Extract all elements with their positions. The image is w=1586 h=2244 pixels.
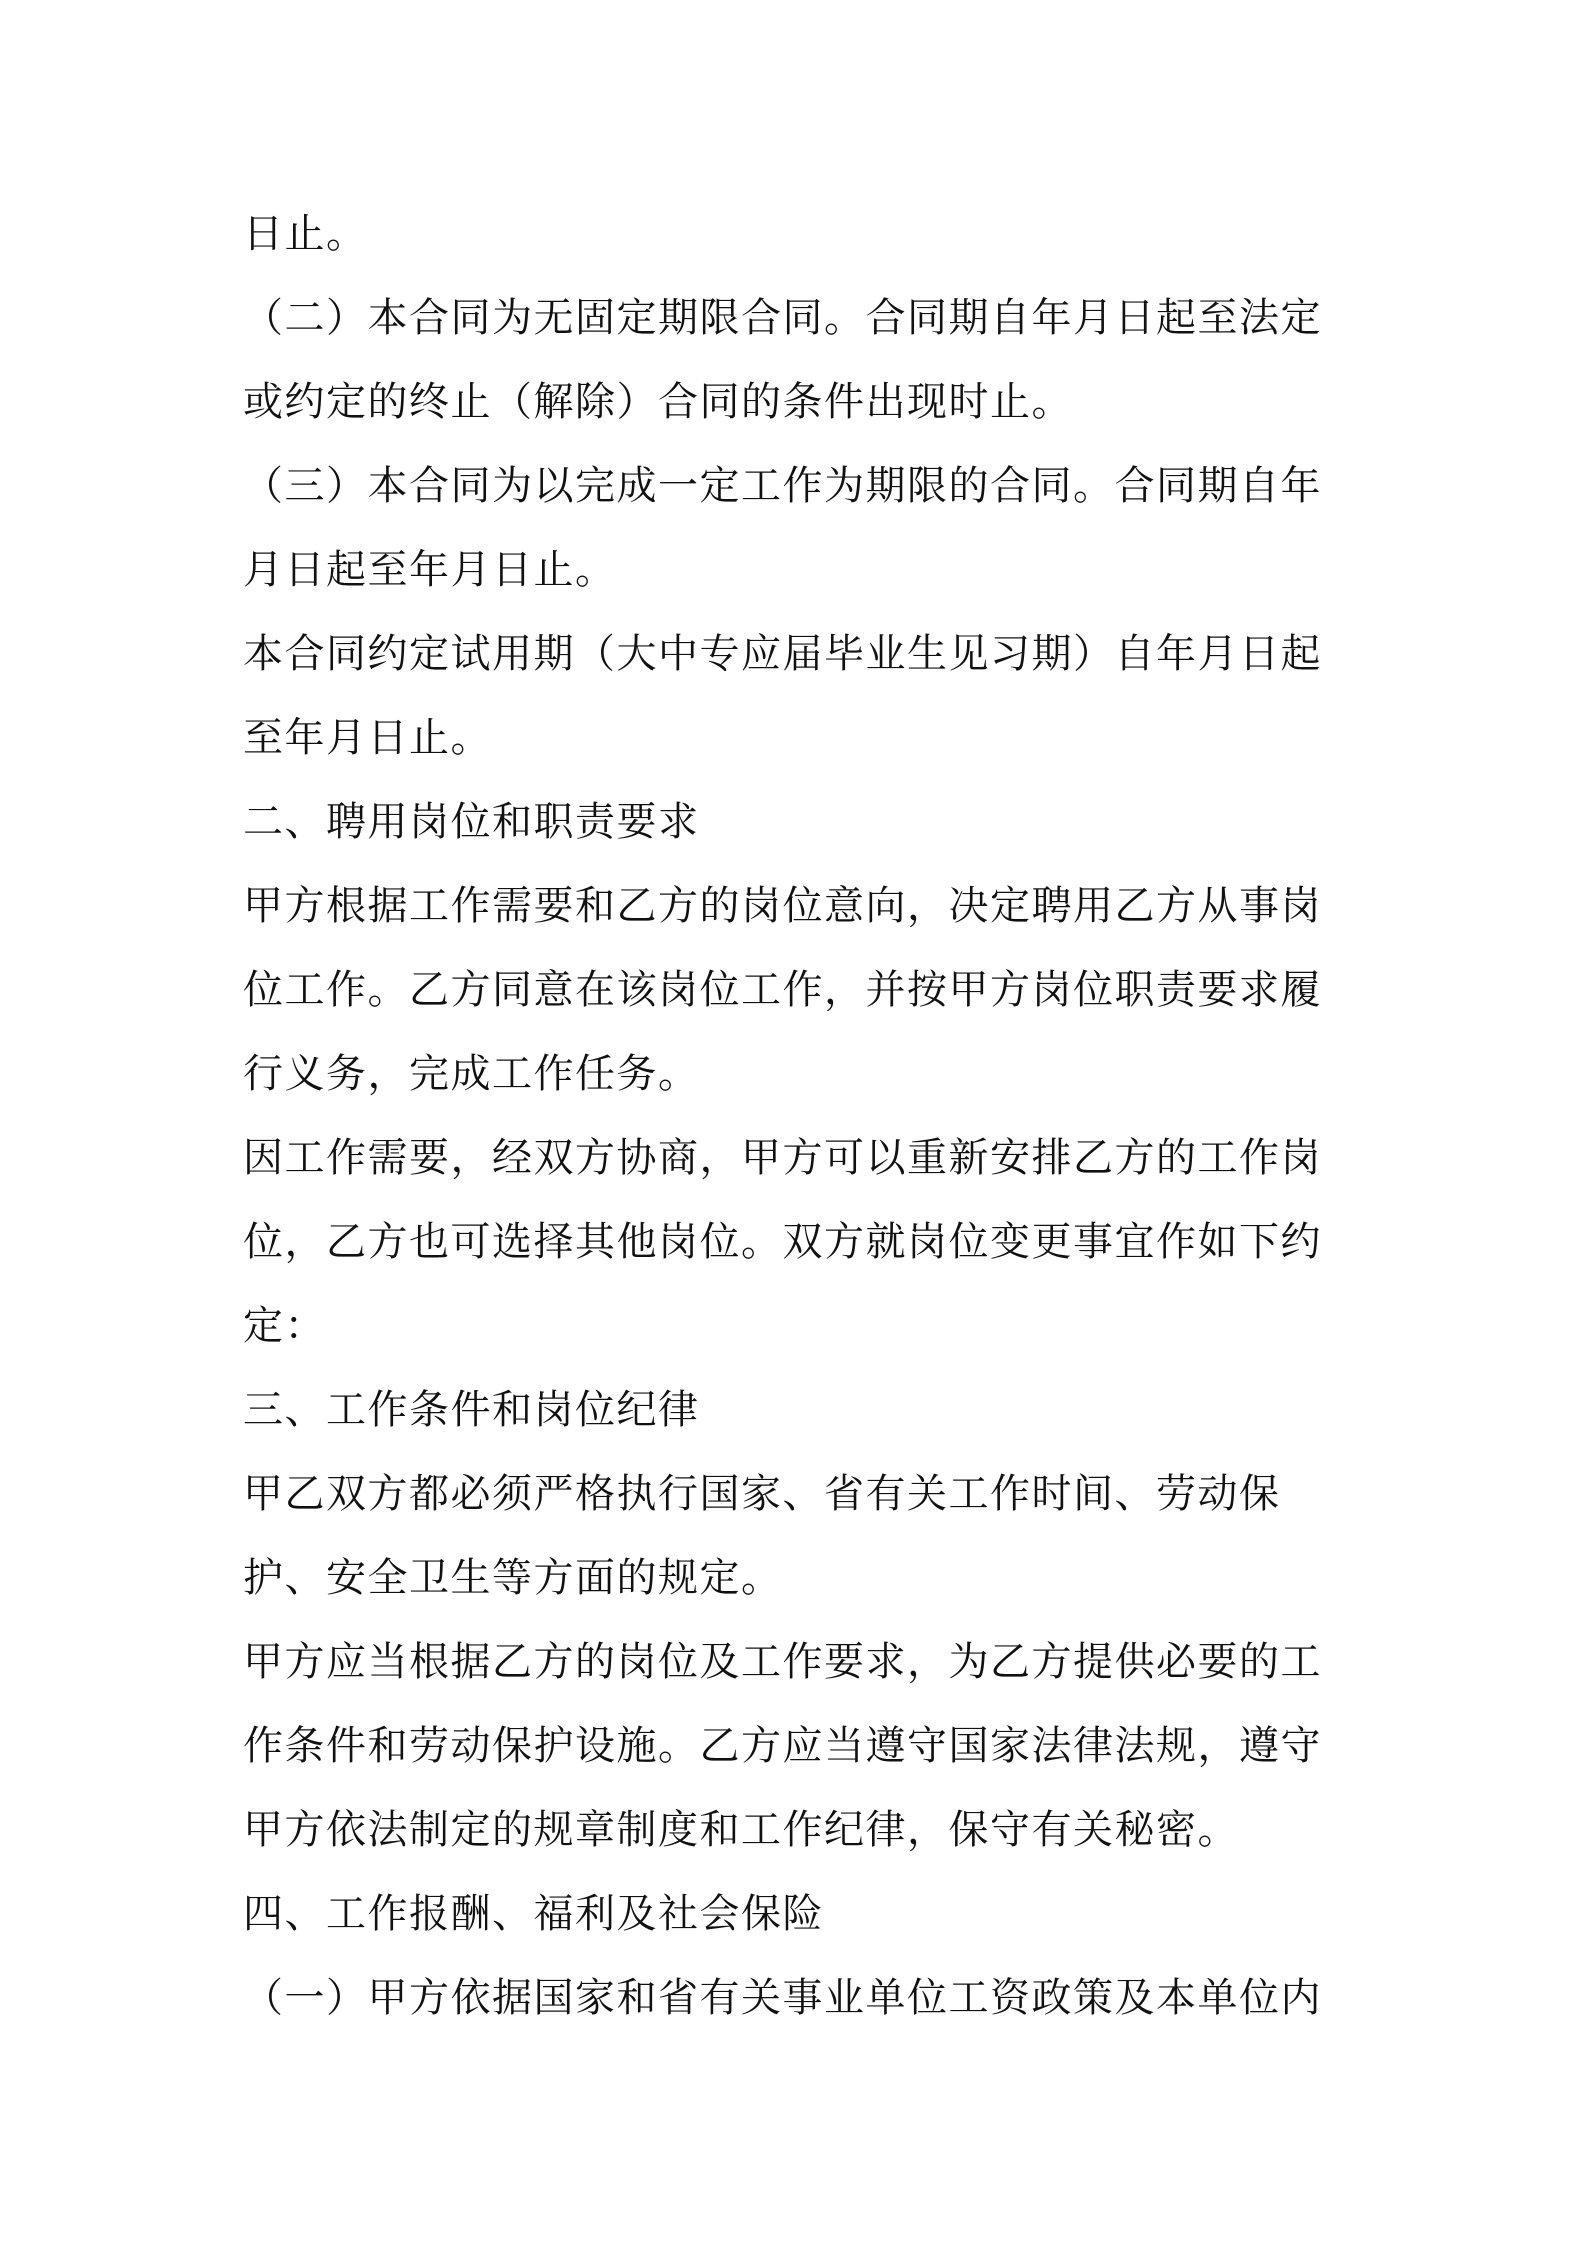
contract-text: [243, 192, 1358, 2040]
section-heading-conditions: 三、工作条件和岗位纪律: [243, 1387, 700, 1433]
paragraph-probation: 本合同约定试用期（大中专应届毕业生见习期）自年月日起至年月日止。: [243, 631, 1322, 761]
paragraph-position-assignment: 甲方根据工作需要和乙方的岗位意向，决定聘用乙方从事岗位工作。乙方同意在该岗位工作，并按甲方岗位职责要求履行义务，完成工作任务。: [243, 883, 1322, 1097]
paragraph-salary-policy: （一）甲方依据国家和省有关事业单位工资政策及本单位内: [243, 1975, 1322, 2021]
section-heading-position: 二、聘用岗位和职责要求: [243, 799, 700, 845]
paragraph-position-change: 因工作需要，经双方协商，甲方可以重新安排乙方的工作岗位，乙方也可选择其他岗位。双方就岗位变更事宜作如下约定：: [243, 1135, 1322, 1349]
paragraph-task-term: （三）本合同为以完成一定工作为期限的合同。合同期自年月日起至年月日止。: [243, 463, 1322, 593]
paragraph-term-end: 日止。: [243, 211, 368, 257]
paragraph-regulations: 甲乙双方都必须严格执行国家、省有关工作时间、劳动保护、安全卫生等方面的规定。: [243, 1471, 1281, 1601]
paragraph-work-conditions: 甲方应当根据乙方的岗位及工作要求，为乙方提供必要的工作条件和劳动保护设施。乙方应当遵守国家法律法规，遵守甲方依法制定的规章制度和工作纪律，保守有关秘密。: [243, 1639, 1322, 1853]
section-heading-compensation: 四、工作报酬、福利及社会保险: [243, 1891, 824, 1937]
paragraph-indefinite-term: （二）本合同为无固定期限合同。合同期自年月日起至法定或约定的终止（解除）合同的条件出现时止。: [243, 295, 1322, 425]
